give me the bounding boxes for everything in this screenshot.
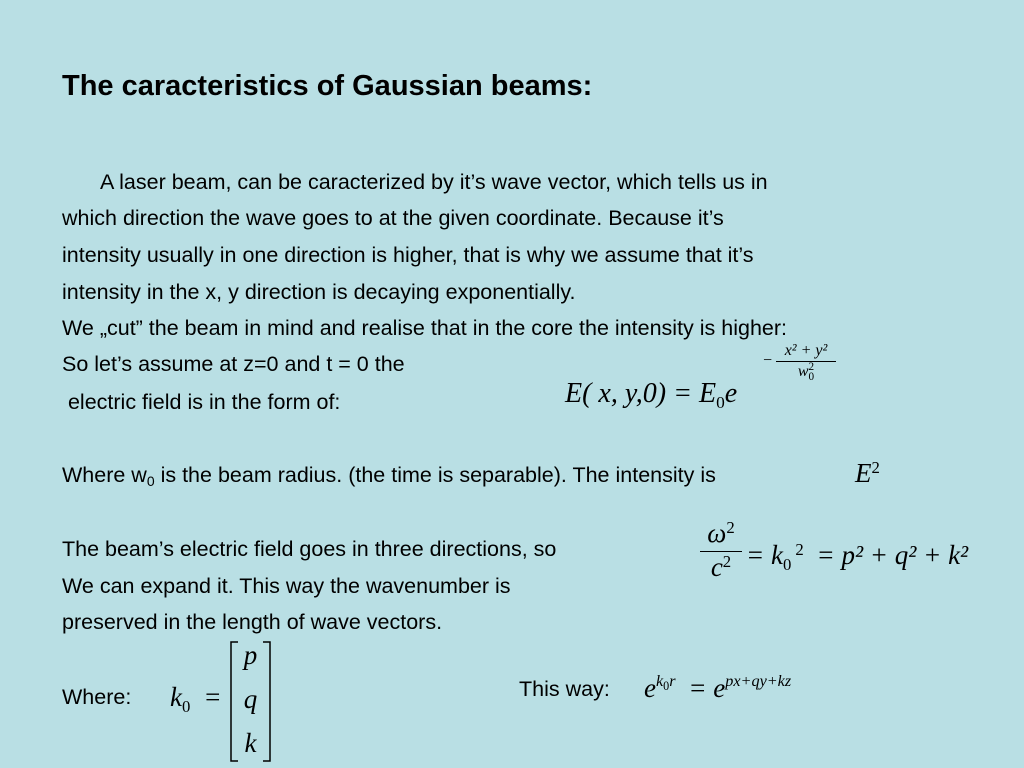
vector-component-q: q [243, 684, 258, 714]
paragraph-line-1: A laser beam, can be caracterized by it’s wave vector, which tells us in [100, 170, 768, 194]
exponential-lhs-sup-k: k [655, 671, 664, 690]
paragraph-line-5: We „cut” the beam in mind and realise that in the core the intensity is higher: [62, 316, 788, 340]
field-exponent-den-sup: 2 [808, 361, 815, 373]
field-equation-base: e [724, 378, 738, 409]
field-equation [565, 378, 738, 413]
dispersion-k-sup: 2 [795, 539, 804, 559]
field-exponent-den-w: w [797, 362, 809, 380]
direction-line-1: The beam’s electric field goes in three directions, so [62, 537, 557, 561]
intensity-symbol [855, 458, 880, 489]
dispersion-k-sub: 0 [782, 554, 792, 574]
intensity-base: E [855, 458, 872, 488]
paragraph-line-4: intensity in the x, y direction is decaying exponentially. [62, 280, 576, 304]
dispersion-omega-sup: 2 [726, 517, 735, 537]
field-equation-lhs: E( x, y,0) = E [565, 378, 717, 409]
beam-radius-sentence [62, 462, 716, 490]
dispersion-sum: = p² + q² + k² [816, 540, 969, 570]
paragraph-line-3: intensity usually in one direction is higher, that is why we assume that it’s [62, 243, 754, 267]
dispersion-numerator [700, 518, 742, 552]
paragraph-line-6: So let’s assume at z=0 and t = 0 the [62, 352, 405, 376]
exponential-lhs-sup-sub: 0 [663, 678, 670, 693]
direction-line-2: We can expand it. This way the wavenumber is [62, 574, 511, 598]
dispersion-rhs [746, 539, 969, 574]
dispersion-c-sup: 2 [722, 551, 732, 571]
k0-equals: = [205, 682, 221, 712]
where-label: Where: [62, 685, 132, 709]
field-exponent-denominator [776, 362, 836, 382]
k0-vector-matrix [229, 640, 272, 763]
dispersion-k: = k [746, 540, 783, 570]
k0-k: k [170, 682, 182, 712]
field-exponent [776, 342, 836, 382]
field-exponent-minus: − [762, 352, 773, 369]
field-exponent-numerator: x² + y² [776, 342, 836, 362]
dispersion-denominator [700, 552, 742, 583]
vector-component-k: k [244, 728, 257, 758]
this-way-label: This way: [519, 677, 610, 701]
direction-line-3: preserved in the length of wave vectors. [62, 610, 443, 634]
paragraph-line-7: electric field is in the form of: [62, 390, 341, 414]
k0-vector-label [170, 682, 221, 716]
paragraph-line-2: which direction the wave goes to at the given coordinate. Because it’s [62, 206, 724, 230]
dispersion-fraction [700, 518, 742, 583]
radius-text-after: is the beam radius. (the time is separable). The intensity is [154, 463, 716, 487]
k0-sub: 0 [181, 696, 191, 716]
dispersion-omega: ω [707, 518, 727, 548]
exponential-equation [644, 673, 791, 704]
intensity-sup: 2 [871, 457, 880, 477]
exponential-rhs-sup: px+qy+kz [725, 671, 792, 690]
dispersion-c: c [710, 552, 723, 582]
field-exponent-den-sub: 0 [808, 371, 815, 384]
slide-title: The caracteristics of Gaussian beams: [62, 70, 593, 102]
exponential-lhs-e: e [644, 673, 656, 703]
radius-text-sub: 0 [146, 473, 155, 490]
radius-text-before: Where w [62, 463, 147, 487]
field-equation-sub: 0 [716, 393, 725, 413]
vector-component-p: p [243, 640, 258, 670]
exponential-rhs-e: = e [688, 673, 726, 703]
exponential-lhs-sup-r: r [669, 671, 676, 690]
